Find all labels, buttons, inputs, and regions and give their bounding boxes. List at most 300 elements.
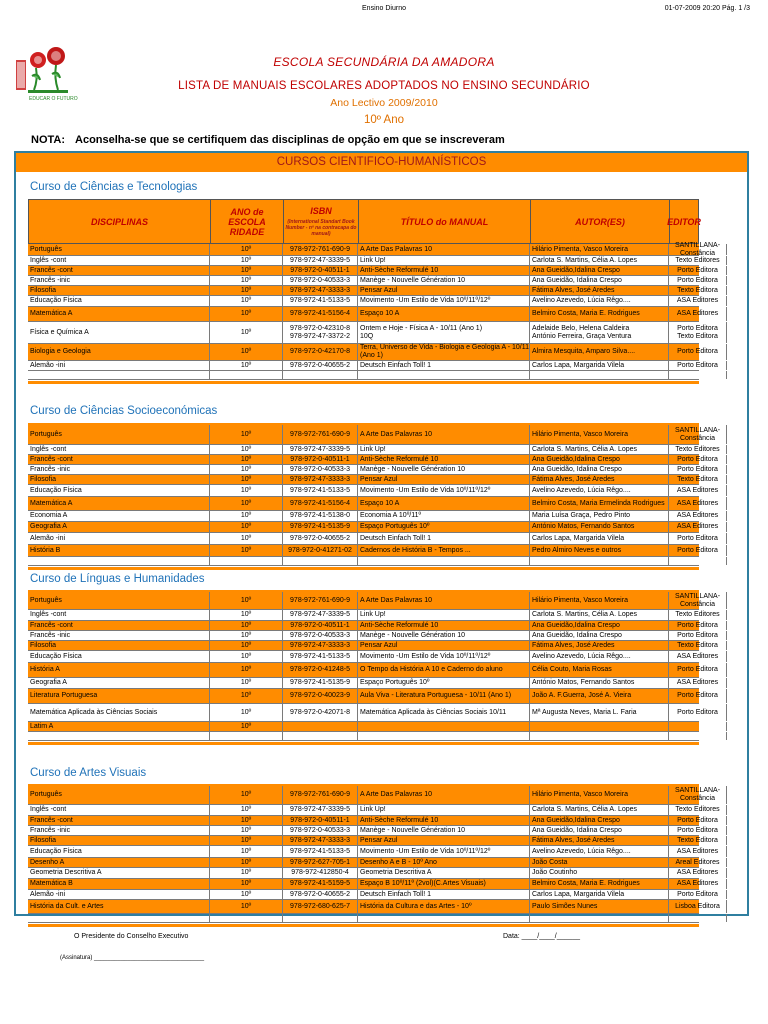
cell-editor [669,858,727,867]
cell-autores-text: Hilário Pimenta, Vasco Moreira [532,596,628,604]
cell-ano-text: 10º [240,475,252,483]
cell-titulo-text: Anti-Sèche Reformulé 10 [360,621,439,629]
cell-autores-text: Pedro Almiro Neves e outros [532,546,622,554]
table-row [28,545,718,557]
cell-titulo-text: Manège - Nouvelle Génération 10 [360,631,466,639]
cell-autores [530,868,669,878]
cell-editor-text: Porto Editora [677,465,718,473]
cell-isbn [283,900,358,913]
cell-autores-text: Carlota S. Martins, Célia A. Lopes [532,445,638,453]
table-row [28,465,718,475]
cell-editor [669,678,727,688]
cell-isbn-text: 978-972-41-5133-5 [290,486,350,494]
cell-isbn-text: 978-972-0-40533-3 [290,276,350,284]
cell-isbn [283,344,358,360]
table-row [28,256,720,266]
cell-disciplina-text: Francês -cont [30,621,73,629]
cell-autores [530,805,669,815]
cell-editor-text: ASA Editores [676,847,719,855]
cell-isbn [283,704,358,721]
cell-editor-text: Texto Editora [677,475,718,483]
cell-autores [530,511,669,521]
cell-disciplina [28,678,210,688]
cell-disciplina-text: Biologia e Geologia [30,348,91,355]
cell-editor-text: ASA Editores [676,523,719,530]
cell-isbn-text: 978-972-0-40533-3 [290,826,350,834]
cell-ano [210,286,283,295]
cell-titulo-lines [360,325,482,341]
cell-titulo [358,533,530,544]
cell-titulo [358,307,530,321]
cell-disciplina [28,475,210,484]
cell-titulo-text: Pensar Azul [360,641,398,649]
cell-autores [530,296,669,306]
cell-ano [210,533,283,544]
cell-autores [530,592,669,609]
cell-editor-text: Porto Editora [677,826,718,834]
header-autores-text [575,217,625,227]
cell-titulo [358,914,530,922]
cell-editor-text: Porto Editora [677,266,718,274]
cell-editor [669,641,727,650]
cell-isbn-text: 978-972-41-5156-4 [290,310,350,317]
table-row [28,651,719,663]
table-row [28,868,719,879]
cell-isbn-text: 978-972-0-40511-1 [290,455,350,463]
cell-autores [530,244,669,255]
cell-isbn [283,545,358,556]
cell-ano-text: 10º [240,666,252,673]
cell-autores [530,361,669,370]
cell-ano [210,266,283,275]
cell-disciplina [28,244,210,255]
cell-ano [210,879,283,889]
table-row [28,890,718,900]
cell-ano-text: 10º [240,836,252,844]
header-ano-text [211,207,283,237]
cell-isbn-text: 978-972-0-41248-5 [290,666,350,673]
cell-isbn [283,307,358,321]
cell-isbn [283,816,358,825]
cell-isbn-text: 978-972-761-690-9 [290,245,350,253]
cell-disciplina [28,256,210,265]
cell-ano [210,322,283,343]
cell-disciplina-text: Filosofia [30,836,57,844]
cell-autores [530,858,669,867]
cell-autores-text: Ana Gueidão,Idalina Crespo [532,621,620,629]
cell-titulo-text: Deutsch Einfach Toll! 1 [360,890,432,898]
cell-autores [530,846,669,857]
cell-titulo [358,641,530,650]
cell-ano-text: 10º [240,708,252,716]
cell-isbn [283,244,358,255]
cell-editor [669,704,727,721]
cell-isbn-text: 978-972-0-40511-1 [290,621,350,629]
cell-titulo-text: Desenho A e B - 10º Ano [360,858,437,866]
cell-ano [210,475,283,484]
empty-row [28,371,699,380]
cell-disciplina-text: Educação Física [30,847,82,855]
cell-autores [530,663,669,677]
cell-disciplina [28,286,210,295]
cell-titulo-text: Manège - Nouvelle Génération 10 [360,826,466,834]
cell-disciplina-text: Matemática A [30,310,73,317]
cell-autores [530,465,669,474]
cell-disciplina [28,641,210,650]
page-header-right: 01-07-2009 20:20 Pág. 1 /3 [664,5,750,12]
cell-autores-text: Avelino Azevedo, Lúcia Rêgo.... [532,486,631,494]
cell-isbn [283,361,358,370]
cell-disciplina-text: Física e Química A [30,328,89,336]
cell-autores [530,678,669,688]
cell-isbn [283,621,358,630]
cell-autores-text: Carlota S. Martins, Célia A. Lopes [532,611,638,618]
section-title: Curso de Línguas e Humanidades [30,573,205,585]
cell-disciplina-text: Filosofia [30,641,57,649]
cell-editor-line: Texto Editora [677,332,718,340]
cell-disciplina [28,296,210,306]
cell-titulo-text: História da Cultura e das Artes - 10º [360,902,472,910]
table-row [28,900,720,914]
cell-titulo-text: Movimento -Um Estilo de Vida 10º/11º/12º [360,847,491,855]
cell-isbn [283,455,358,464]
cell-ano-text: 10º [240,596,252,604]
cell-editor [669,256,727,265]
cell-ano-text: 10º [240,445,252,453]
cell-ano [210,816,283,825]
cell-disciplina-text: Geometria Descritiva A [30,869,102,876]
cell-disciplina [28,846,210,857]
cell-disciplina-text: Educação Física [30,486,82,494]
header-isbn-text [284,206,358,237]
cell-disciplina-text: Inglês -cont [30,445,67,453]
cell-isbn-text: 978-972-0-42071-8 [290,708,350,716]
section-divider [28,567,699,570]
cell-isbn-text: 978-972-47-3339-5 [290,611,350,618]
signature-field[interactable]: (Assinatura) _________________________________ [60,955,205,961]
cell-titulo-text: Link Up! [360,256,386,264]
cell-editor [669,651,727,662]
cell-disciplina [28,879,210,889]
cell-editor-text: ASA Editores [676,869,719,876]
table-row [28,266,718,276]
cell-disciplina [28,485,210,496]
cell-disciplina [28,266,210,275]
cell-ano-text: 10º [240,791,252,798]
cell-disciplina [28,689,210,703]
cell-disciplina-text: Educação Física [30,652,82,660]
cell-autores [530,266,669,275]
cell-disciplina [28,455,210,464]
cell-titulo-text: Movimento -Um Estilo de Vida 10º/11º/12º [360,297,491,304]
cell-ano [210,455,283,464]
cell-editor-text: SANTILLANA-Constância [674,592,721,608]
header-titulo-label: TÍTULO do MANUAL [400,216,489,227]
cell-ano-text: 10º [240,523,252,530]
cell-titulo [358,786,530,804]
cell-isbn-text: 978-972-47-3333-3 [290,641,350,649]
cell-titulo-text: Deutsch Einfach Toll! 1 [360,361,432,369]
cell-isbn-text: 978-972-47-3339-5 [290,445,350,453]
cell-isbn-text: 978-972-627-705-1 [290,858,350,866]
cell-ano [210,858,283,867]
cell-autores [530,732,669,740]
cell-ano-text: 10º [240,256,252,264]
cell-ano [210,704,283,721]
cell-ano-text: 10º [240,455,252,463]
cell-disciplina-text: Alemão -ini [30,890,66,898]
cell-isbn [283,663,358,677]
cell-titulo-text: Manège - Nouvelle Génération 10 [360,465,466,473]
cell-isbn-text: 978-972-41-5138-0 [290,512,350,519]
table-row [28,307,719,322]
cell-editor [669,868,727,878]
cell-isbn-text: 978-972-47-3333-3 [290,836,350,844]
cell-editor [669,786,727,804]
courses-band: CURSOS CIENTIFICO-HUMANÍSTICOS [16,153,747,172]
cell-titulo [358,651,530,662]
cell-editor [669,879,727,889]
cell-titulo-text: Cadernos de História B - Tempos ... [360,546,471,554]
cell-autores [530,485,669,496]
cell-disciplina [28,511,210,521]
cell-isbn-text: 978-972-41-5135-9 [290,523,350,530]
cell-disciplina-text: Filosofia [30,286,57,294]
cell-isbn-text: 978-972-0-41271-02 [288,546,352,554]
cell-editor [669,846,727,857]
table-row [28,879,719,890]
header-editor-label: EDITOR [667,216,701,227]
cell-autores-text: Ana Gueidão, Idalina Crespo [532,631,622,639]
cell-autores-text: Ana Gueidão,Idalina Crespo [532,266,620,274]
cell-autores-text: João Coutinho [532,869,578,876]
cell-ano-text: 10º [240,679,252,686]
cell-isbn [283,914,358,922]
cell-disciplina [28,344,210,360]
cell-autores [530,371,669,379]
cell-isbn-text: 978-972-47-3333-3 [290,475,350,483]
note-label: NOTA: [31,134,66,146]
cell-editor [669,522,727,532]
cell-isbn-text: 978-972-47-3339-5 [290,256,350,264]
cell-disciplina [28,522,210,532]
cell-disciplina [28,533,210,544]
cell-titulo-text: Link Up! [360,445,386,453]
cell-ano-text: 10º [240,652,252,660]
cell-editor-text: Texto Editores [675,806,720,813]
cell-disciplina [28,445,210,454]
cell-editor-text: ASA Editores [676,486,719,494]
cell-autores-text: Carlos Lapa, Margarida Vilela [532,890,625,898]
cell-titulo [358,276,530,285]
cell-titulo [358,425,530,444]
cell-ano-text: 10º [240,430,252,438]
cell-isbn [283,689,358,703]
cell-ano [210,371,283,379]
cell-ano-text: 10º [240,621,252,629]
cell-isbn [283,485,358,496]
cell-disciplina [28,361,210,370]
cell-isbn-text: 978-972-41-5133-5 [290,297,350,304]
cell-ano [210,465,283,474]
cell-isbn-text: 978-972-0-40533-3 [290,465,350,473]
cell-ano [210,522,283,532]
cell-titulo [358,322,530,343]
grade-level: 10º Ano [363,114,404,126]
cell-autores-text: Avelino Azevedo, Lúcia Rêgo.... [532,847,631,855]
cell-autores-text: Ana Gueidão,Idalina Crespo [532,455,620,463]
cell-isbn [283,522,358,532]
cell-editor-text: Porto Editora [677,534,718,542]
table-row [28,722,699,732]
note-text: Aconselha-se que se certifiquem das disciplinas de opção em que se inscreveram [75,134,505,146]
cell-isbn [283,286,358,295]
cell-isbn-text: 978-972-0-40655-2 [290,361,350,369]
cell-disciplina [28,545,210,556]
table-row [28,592,721,610]
cell-ano [210,497,283,510]
cell-autores-text: Fátima Alves, José Aredes [532,641,615,649]
cell-editor-text: SANTILLANA-Constância [674,426,721,442]
cell-autores-text: Fátima Alves, José Aredes [532,475,615,483]
cell-ano [210,846,283,857]
cell-ano-text: 10º [240,276,252,284]
cell-titulo [358,557,530,565]
cell-ano [210,296,283,306]
cell-isbn-text: 978-972-41-5133-5 [290,847,350,855]
cell-ano-text: 10º [240,722,252,730]
cell-editor-line: Porto Editora [677,324,718,332]
table-row [28,296,719,307]
cell-autores-text: Fátima Alves, José Aredes [532,286,615,294]
cell-autores-text: Paulo Simões Nunes [532,902,598,910]
cell-isbn-text: 978-972-680-625-7 [290,902,350,910]
cell-autores-text: Célia Couto, Maria Rosas [532,666,612,673]
table-row [28,522,719,533]
cell-autores [530,826,669,835]
header-isbn [284,200,359,243]
table-row [28,276,718,286]
cell-titulo [358,296,530,306]
cell-titulo [358,475,530,484]
cell-disciplina [28,786,210,804]
cell-isbn-text: 978-972-41-5133-5 [290,652,350,660]
cell-isbn [283,826,358,835]
cell-ano [210,621,283,630]
cell-titulo [358,678,530,688]
cell-titulo [358,836,530,845]
cell-editor-text: Porto Editora [677,890,718,898]
cell-isbn-text: 978-972-0-40023-9 [290,692,350,699]
cell-disciplina [28,836,210,845]
cell-isbn [283,592,358,609]
cell-isbn-text: 978-972-0-40655-2 [290,534,350,542]
table-row [28,858,720,868]
cell-titulo [358,266,530,275]
cell-isbn [283,846,358,857]
cell-editor [669,371,727,379]
header-editor-text [667,217,701,227]
cell-disciplina-text: Geografia A [30,523,67,530]
cell-isbn [283,631,358,640]
section-divider [28,742,699,745]
school-name: ESCOLA SECUNDÁRIA DA AMADORA [273,55,495,69]
cell-titulo-line: Ontem e Hoje - Física A - 10/11 (Ano 1) [360,324,483,332]
cell-autores-text: Maria Luísa Graça, Pedro Pinto [532,512,631,519]
cell-disciplina [28,497,210,510]
table-row [28,704,718,722]
header-autores [531,200,670,243]
cell-disciplina [28,805,210,815]
cell-titulo [358,879,530,889]
cell-ano-text: 10º [240,348,252,355]
section-divider [28,381,699,384]
table-row [28,663,718,678]
cell-disciplina-text: Francês -inic [30,276,71,284]
cell-titulo [358,465,530,474]
table-row [28,641,718,651]
cell-editor [669,497,727,510]
cell-titulo [358,826,530,835]
table-row [28,344,718,361]
cell-ano [210,425,283,444]
cell-editor [669,344,727,360]
header-ano [211,200,284,243]
cell-editor-text: Lisboa Editora [675,902,720,910]
section-divider [28,924,699,927]
date-field[interactable]: Data: ____/____/______ [503,933,581,940]
table-row [28,322,718,344]
cell-titulo [358,890,530,899]
cell-isbn-text: 978-972-761-690-9 [290,596,350,604]
cell-editor [669,610,727,620]
cell-autores [530,344,669,360]
cell-isbn [283,858,358,867]
cell-ano [210,485,283,496]
cell-ano [210,344,283,360]
cell-ano [210,786,283,804]
cell-autores [530,879,669,889]
header-disciplinas-text [91,217,148,227]
cell-editor-text: Porto Editora [677,276,718,284]
cell-autores-text: Almira Mesquita, Amparo Silva.... [532,348,636,355]
cell-isbn [283,475,358,484]
cell-disciplina [28,816,210,825]
cell-disciplina [28,425,210,444]
cell-disciplina-text: Francês -cont [30,816,73,824]
cell-autores-text: Mª Augusta Neves, Maria L. Faria [532,708,637,716]
cell-disciplina [28,307,210,321]
cell-autores-text: Belmiro Costa, Maria Ermelinda Rodrigues [532,499,665,507]
cell-ano [210,307,283,321]
cell-ano-text: 10º [240,692,252,699]
cell-editor [669,900,727,913]
empty-row [28,557,699,566]
cell-autores-text: Belmiro Costa, Maria E. Rodrigues [532,310,640,317]
cell-ano [210,868,283,878]
table-row [28,678,719,689]
cell-autores [530,641,669,650]
cell-editor [669,722,727,731]
table-row [28,610,720,621]
cell-editor [669,545,727,556]
cell-isbn [283,557,358,565]
table-row [28,425,721,445]
cell-ano [210,836,283,845]
cell-ano [210,256,283,265]
cell-ano [210,890,283,899]
cell-isbn [283,371,358,379]
